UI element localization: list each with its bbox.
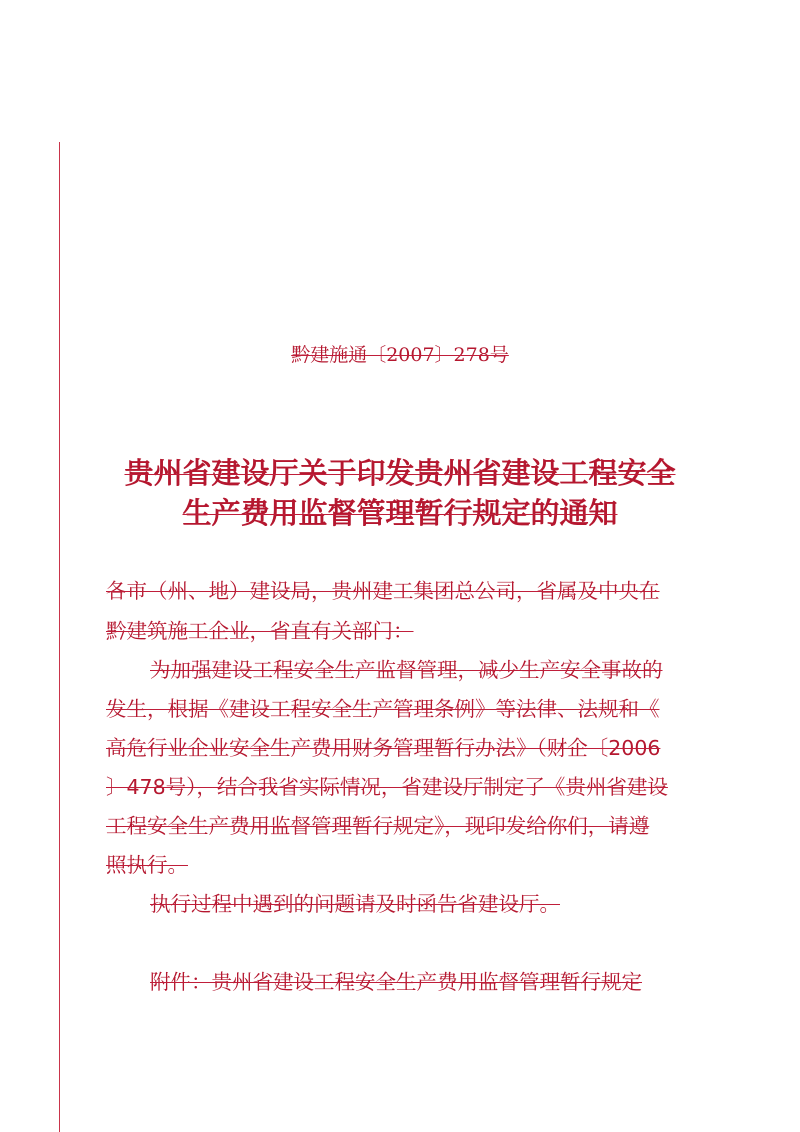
- body-line-3: [106, 731, 660, 761]
- body-line-6: [106, 848, 188, 878]
- body-line-3-text: 高危行业企业安全生产费用财务管理暂行办法》（财企〔2006: [106, 736, 661, 760]
- title-line-2: 生产费用监督管理暂行规定的通知: [182, 496, 618, 530]
- body-line-2-text: 发生，根据《建设工程安全生产管理条例》等法律、法规和《: [106, 697, 660, 721]
- addressee-line-2: [106, 614, 414, 644]
- addressee-line-1-text: 各市（州、地）建设局，贵州建工集团总公司，省属及中央在: [106, 579, 660, 603]
- attachment-text: 附件：贵州省建设工程安全生产费用监督管理暂行规定: [150, 970, 642, 994]
- document-title: [100, 453, 700, 533]
- body-line-1: [150, 653, 663, 683]
- body-line-5: [106, 809, 649, 839]
- second-paragraph-text: 执行过程中遇到的问题请及时函告省建设厅。: [150, 892, 560, 916]
- attachment-line: [150, 965, 642, 995]
- body-line-5-text: 工程安全生产费用监督管理暂行规定》，现印发给你们，请遵: [106, 814, 650, 838]
- addressee-line-1: [106, 574, 660, 604]
- document-number-text: 黔建施通〔2007〕278号: [291, 344, 509, 366]
- document-number: [0, 340, 800, 367]
- body-line-4-text: 〕478号），结合我省实际情况，省建设厅制定了《贵州省建设: [106, 775, 668, 799]
- body-line-6-text: 照执行。: [106, 853, 188, 877]
- body-line-4: [106, 770, 668, 800]
- addressee-line-2-text: 黔建筑施工企业，省直有关部门：: [106, 619, 414, 643]
- margin-line: [59, 142, 60, 1132]
- body-line-1-text: 为加强建设工程安全生产监督管理，减少生产安全事故的: [150, 658, 663, 682]
- title-line-1: 贵州省建设厅关于印发贵州省建设工程安全: [124, 456, 676, 490]
- body-line-2: [106, 692, 660, 722]
- second-paragraph: [150, 887, 560, 917]
